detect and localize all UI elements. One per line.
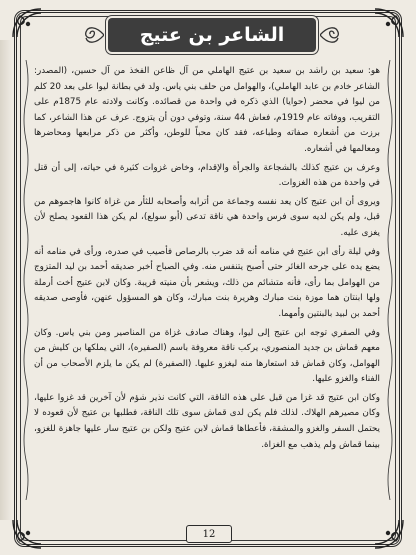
page-number: [186, 525, 232, 543]
corner-ornament-icon: [372, 6, 406, 40]
paragraph: ويروى أن ابن عتيج كان يعد نفسه وجماعة من أترابه وأصحابه للثأر من غزاة كانوا هاجموهم من قبل، ولم يكن لديه سوى فرس واحدة هي ناقة تدعى (أبو سولع)، لم يكن هذا القعود يصلح لأن يغزى عليه.: [34, 196, 380, 238]
paragraph: وكان ابن عتيج قد غزا من قبل على هذه الناقة، التي كانت نذير شؤم لأن آخرين قد غزوا عليها، وكان مصيرهم الهلاك. لذلك فلم يكن لدى قماش سوى تلك الناقة، فطلبها بن عتيج لأن قعوده لا يحتمل السفر والغزو والمشقة، فأعطاها قماش لابن عتيج ولكن بن عتيج سار عليها جاهزة للغزو، بينما قماش ولم يذهب مع الغزاة.: [34, 392, 380, 450]
body-text: [34, 64, 380, 504]
paragraph: هو: سعيد بن راشد بن سعيد بن عتيج الهاملي من آل ظاعن الفخذ من آل حسين، (المصدر: الشاعر خادم بن عابد الهاملي)، والهوامل من حلف بني ياس. ولد في بطانة ليوا على بعد 20 كلم من ليوا في محضر (حوايا) الذي ذكره في واحدة من قصائده. وكانت ولادته عام 1875م على التقريب، ووفاته عام 1919م، فعاش 44 سنة، وتوفي دون أن يتزوج. عرف عن هذا الشاعر، كما برزت من أشعاره صفاته وطباعه، فقد كان محباً للوطن، وأكثر من ذكر مرابعها ومحاضرها ومعالمها في أشعاره.: [34, 66, 380, 154]
page-number-text: 12: [202, 528, 216, 540]
title-flourish-icon: [82, 22, 104, 48]
border-vine-icon: [22, 60, 30, 500]
corner-ornament-icon: [10, 6, 44, 40]
paragraph: وفي ليلة رأى ابن عتيج في منامه أنه قد ضرب بالرصاص فأصيب في صدره، ورأى في منامه أنه يضع يده على جرحه الغائر حتى أصبح يتنفس منه. وفي الصباح أخبر صديقه أحمد بن ليد المتزوج من الهوامل بما رأى، فأنه متشائم من ذلك، ويشعر بأن منيته قريبة. وكان لابن عتيج أخت أرملة ولها ابنتان هما موزة بنت مبارك وهريرة بنت مبارك، وكان هو المسؤول عنهن، فأوصى صديقه أحمد بن لبيد بالبنتين وأمهما.: [34, 246, 380, 319]
title-banner: [108, 18, 316, 52]
border-vine-icon: [386, 60, 394, 500]
paragraph: وعرف بن عتيج كذلك بالشجاعة والجرأة والإقدام، وخاض غزوات كثيرة في حياته، إلى أن قتل في واحدة من هذه الغزوات.: [34, 162, 380, 189]
corner-ornament-icon: [372, 517, 406, 551]
adjacent-page-edge: [0, 40, 12, 520]
page-title: الشاعر بن عتيج: [139, 24, 285, 46]
title-flourish-icon: [320, 22, 342, 48]
corner-ornament-icon: [10, 517, 44, 551]
paragraph: وفي الصفري توجه ابن عتيج إلى ليوا، وهناك صادف غزاة من المناصير ومن بني ياس. وكان معهم قماش بن جديد المنصوري، يركب ناقة معروفة باسم (الصفيره)، التي يملكها بن كليش من الهوامل، وكان قماش قد استعارها منه ليغزو عليها. (الصفيرة) لم يكن ما يلزم الأصحاب من أن الفناء والغزو عليها.: [34, 327, 380, 385]
